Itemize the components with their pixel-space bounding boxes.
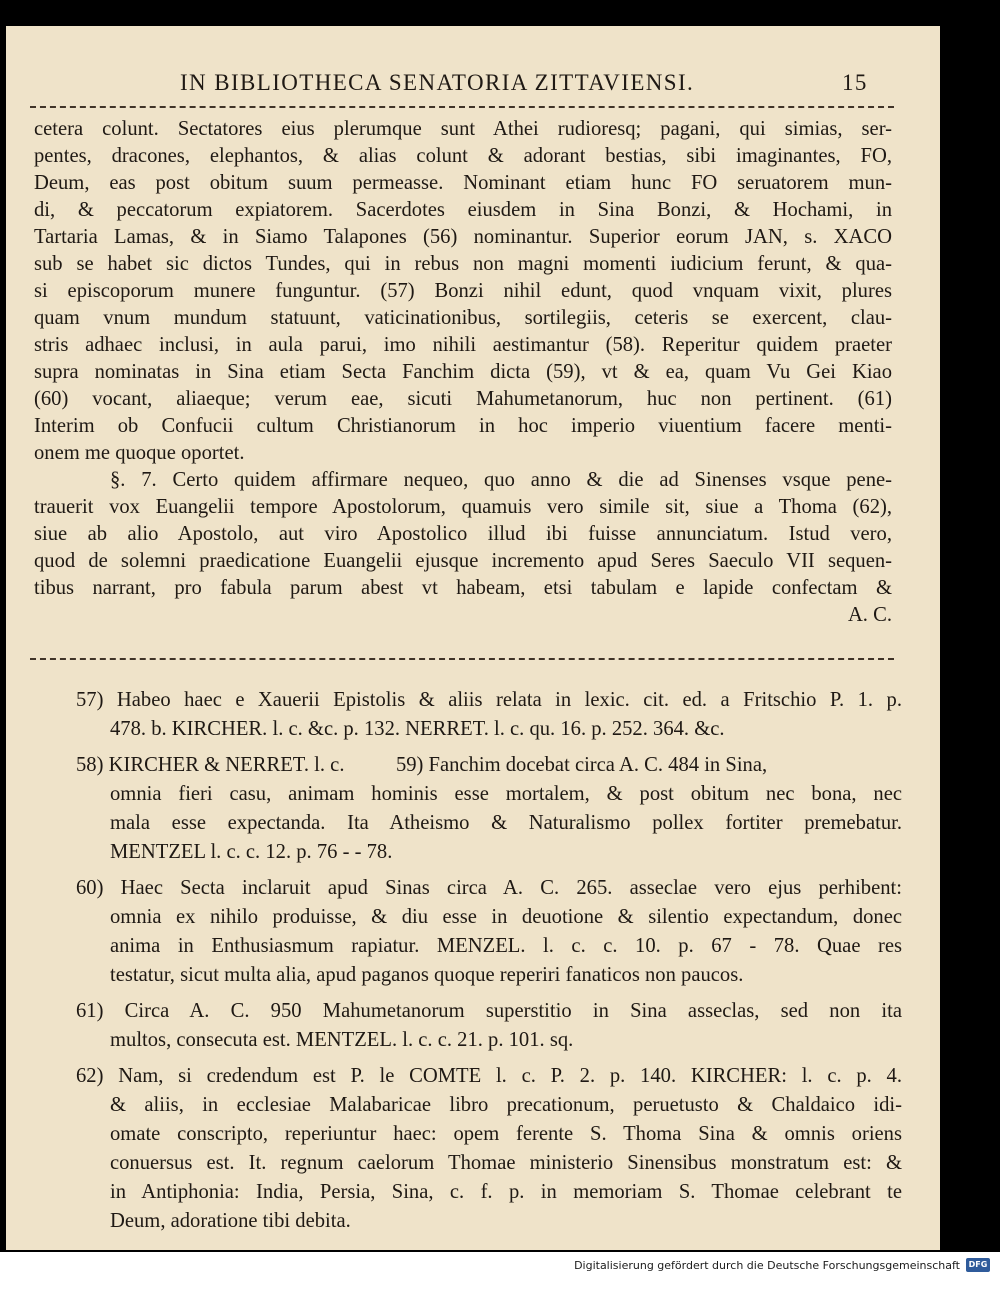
running-title: IN BIBLIOTHECA SENATORIA ZITTAVIENSI. — [180, 70, 695, 95]
text-line: sub se habet sic dictos Tundes, qui in rebus non magni momenti iudicium ferunt, & qua- — [34, 253, 892, 275]
text-line: di, & peccatorum expiatorem. Sacerdotes eiusdem in Sina Bonzi, & Hochami, in — [34, 199, 892, 221]
footnote-line: in Antiphonia: India, Persia, Sina, c. f. p. in memoriam S. Thomae celebrant te — [110, 1181, 902, 1203]
footnote-line: 62) Nam, si credendum est P. le COMTE l. c. P. 2. p. 140. KIRCHER: l. c. p. 4. — [76, 1065, 902, 1087]
footnote-58-59 — [76, 751, 902, 867]
text-line: (60) vocant, aliaeque; verum eae, sicuti Mahumetanorum, huc non pertinent. (61) — [34, 388, 892, 410]
footnote-62 — [76, 1062, 902, 1236]
text-line: pentes, dracones, elephantos, & alias colunt & adorant bestias, sibi imaginantes, FO, — [34, 145, 892, 167]
header-rule — [30, 106, 894, 108]
footnote-line: anima in Enthusiasmum rapiatur. MENZEL. l. c. c. 10. p. 67 - 78. Quae res — [110, 935, 902, 957]
dfg-logo: DFG — [966, 1258, 990, 1272]
text-line: supra nominatas in Sina etiam Secta Fanchim dicta (59), vt & ea, quam Vu Gei Kiao — [34, 361, 892, 383]
footnote-57 — [76, 686, 902, 744]
footnote-line: & aliis, in ecclesiae Malabaricae libro precationum, peruetusto & Chaldaico idi- — [110, 1094, 902, 1116]
footnote-line: 58) KIRCHER & NERRET. l. c. 59) Fanchim docebat circa A. C. 484 in Sina, — [76, 754, 768, 776]
text-line: siue ab alio Apostolo, aut viro Apostolico illud ibi fuisse annunciatum. Istud vero, — [34, 523, 892, 545]
running-header — [6, 70, 940, 100]
text-line: trauerit vox Euangelii tempore Apostolorum, quamuis vero simile sit, siue a Thoma (62), — [34, 496, 892, 518]
footnote-line: omnia fieri casu, animam hominis esse mortalem, & post obitum nec bona, nec — [110, 783, 902, 805]
text-line: stris adhaec inclusi, in aula parui, imo nihili aestimantur (58). Reperitur quidem praeter — [34, 334, 892, 356]
text-line: onem me quoque oportet. — [34, 442, 245, 464]
book-page — [6, 26, 940, 1250]
text-line: si episcoporum munere funguntur. (57) Bonzi nihil edunt, quod vnquam vixit, plures — [34, 280, 892, 302]
footnote-line: testatur, sicut multa alia, apud paganos quoque reperiri fanaticos non paucos. — [110, 964, 744, 986]
footnotes — [76, 686, 902, 1243]
footnote-60 — [76, 874, 902, 990]
footnote-line: MENTZEL l. c. c. 12. p. 76 - - 78. — [110, 841, 393, 863]
footnote-61 — [76, 997, 902, 1055]
footnote-line: mala esse expectanda. Ita Atheismo & Naturalismo pollex fortiter premebatur. — [110, 812, 902, 834]
text-line: Deum, eas post obitum suum permeasse. Nominant etiam hunc FO seruatorem mun- — [34, 172, 892, 194]
footnote-line: Deum, adoratione tibi debita. — [110, 1210, 351, 1232]
main-text — [34, 116, 892, 629]
footnote-line: omate conscripto, reperiuntur haec: opem ferente S. Thoma Sina & omnis oriens — [110, 1123, 902, 1145]
section-heading-line: §. 7. Certo quidem affirmare nequeo, quo anno & die ad Sinenses vsque pene- — [110, 469, 892, 491]
footnote-line: multos, consecuta est. MENTZEL. l. c. c. 21. p. 101. sq. — [110, 1029, 574, 1051]
footnote-line: 478. b. KIRCHER. l. c. &c. p. 132. NERRET. l. c. qu. 16. p. 252. 364. &c. — [110, 718, 725, 740]
footnote-line: conuersus est. It. regnum caelorum Thomae ministerio Sinensibus monstratum est: & — [110, 1152, 902, 1174]
text-line: quod de solemni praedicatione Euangelii ejusque incremento apud Seres Saeculo VII sequen- — [34, 550, 892, 572]
text-line: tibus narrant, pro fabula parum abest vt habeam, etsi tabulam e lapide confectam & — [34, 577, 892, 599]
footnote-line: 60) Haec Secta inclaruit apud Sinas circa A. C. 265. asseclae vero ejus perhibent: — [76, 877, 902, 899]
footnote-rule — [30, 658, 894, 660]
text-line: Interim ob Confucii cultum Christianorum in hoc imperio viuentium facere menti- — [34, 415, 892, 437]
text-line: quam vnum mundum statuunt, vaticinationibus, sortilegiis, ceteris se exercent, clau- — [34, 307, 892, 329]
page-number: 15 — [842, 70, 868, 95]
catchword: A. C. — [847, 604, 892, 626]
funding-credit: Digitalisierung gefördert durch die Deutsche Forschungsgemeinschaft — [574, 1259, 960, 1272]
footnote-line: 61) Circa A. C. 950 Mahumetanorum superstitio in Sina asseclas, sed non ita — [76, 1000, 902, 1022]
footnote-line: 57) Habeo haec e Xauerii Epistolis & aliis relata in lexic. cit. ed. a Fritschio P. 1. p. — [76, 689, 902, 711]
text-line: Tartaria Lamas, & in Siamo Talapones (56) nominantur. Superior eorum JAN, s. XACO — [34, 226, 892, 248]
footnote-line: omnia ex nihilo produisse, & diu esse in deuotione & silentio expectandum, donec — [110, 906, 902, 928]
text-line: cetera colunt. Sectatores eius plerumque sunt Athei rudioresq; pagani, qui simias, ser- — [34, 118, 892, 140]
